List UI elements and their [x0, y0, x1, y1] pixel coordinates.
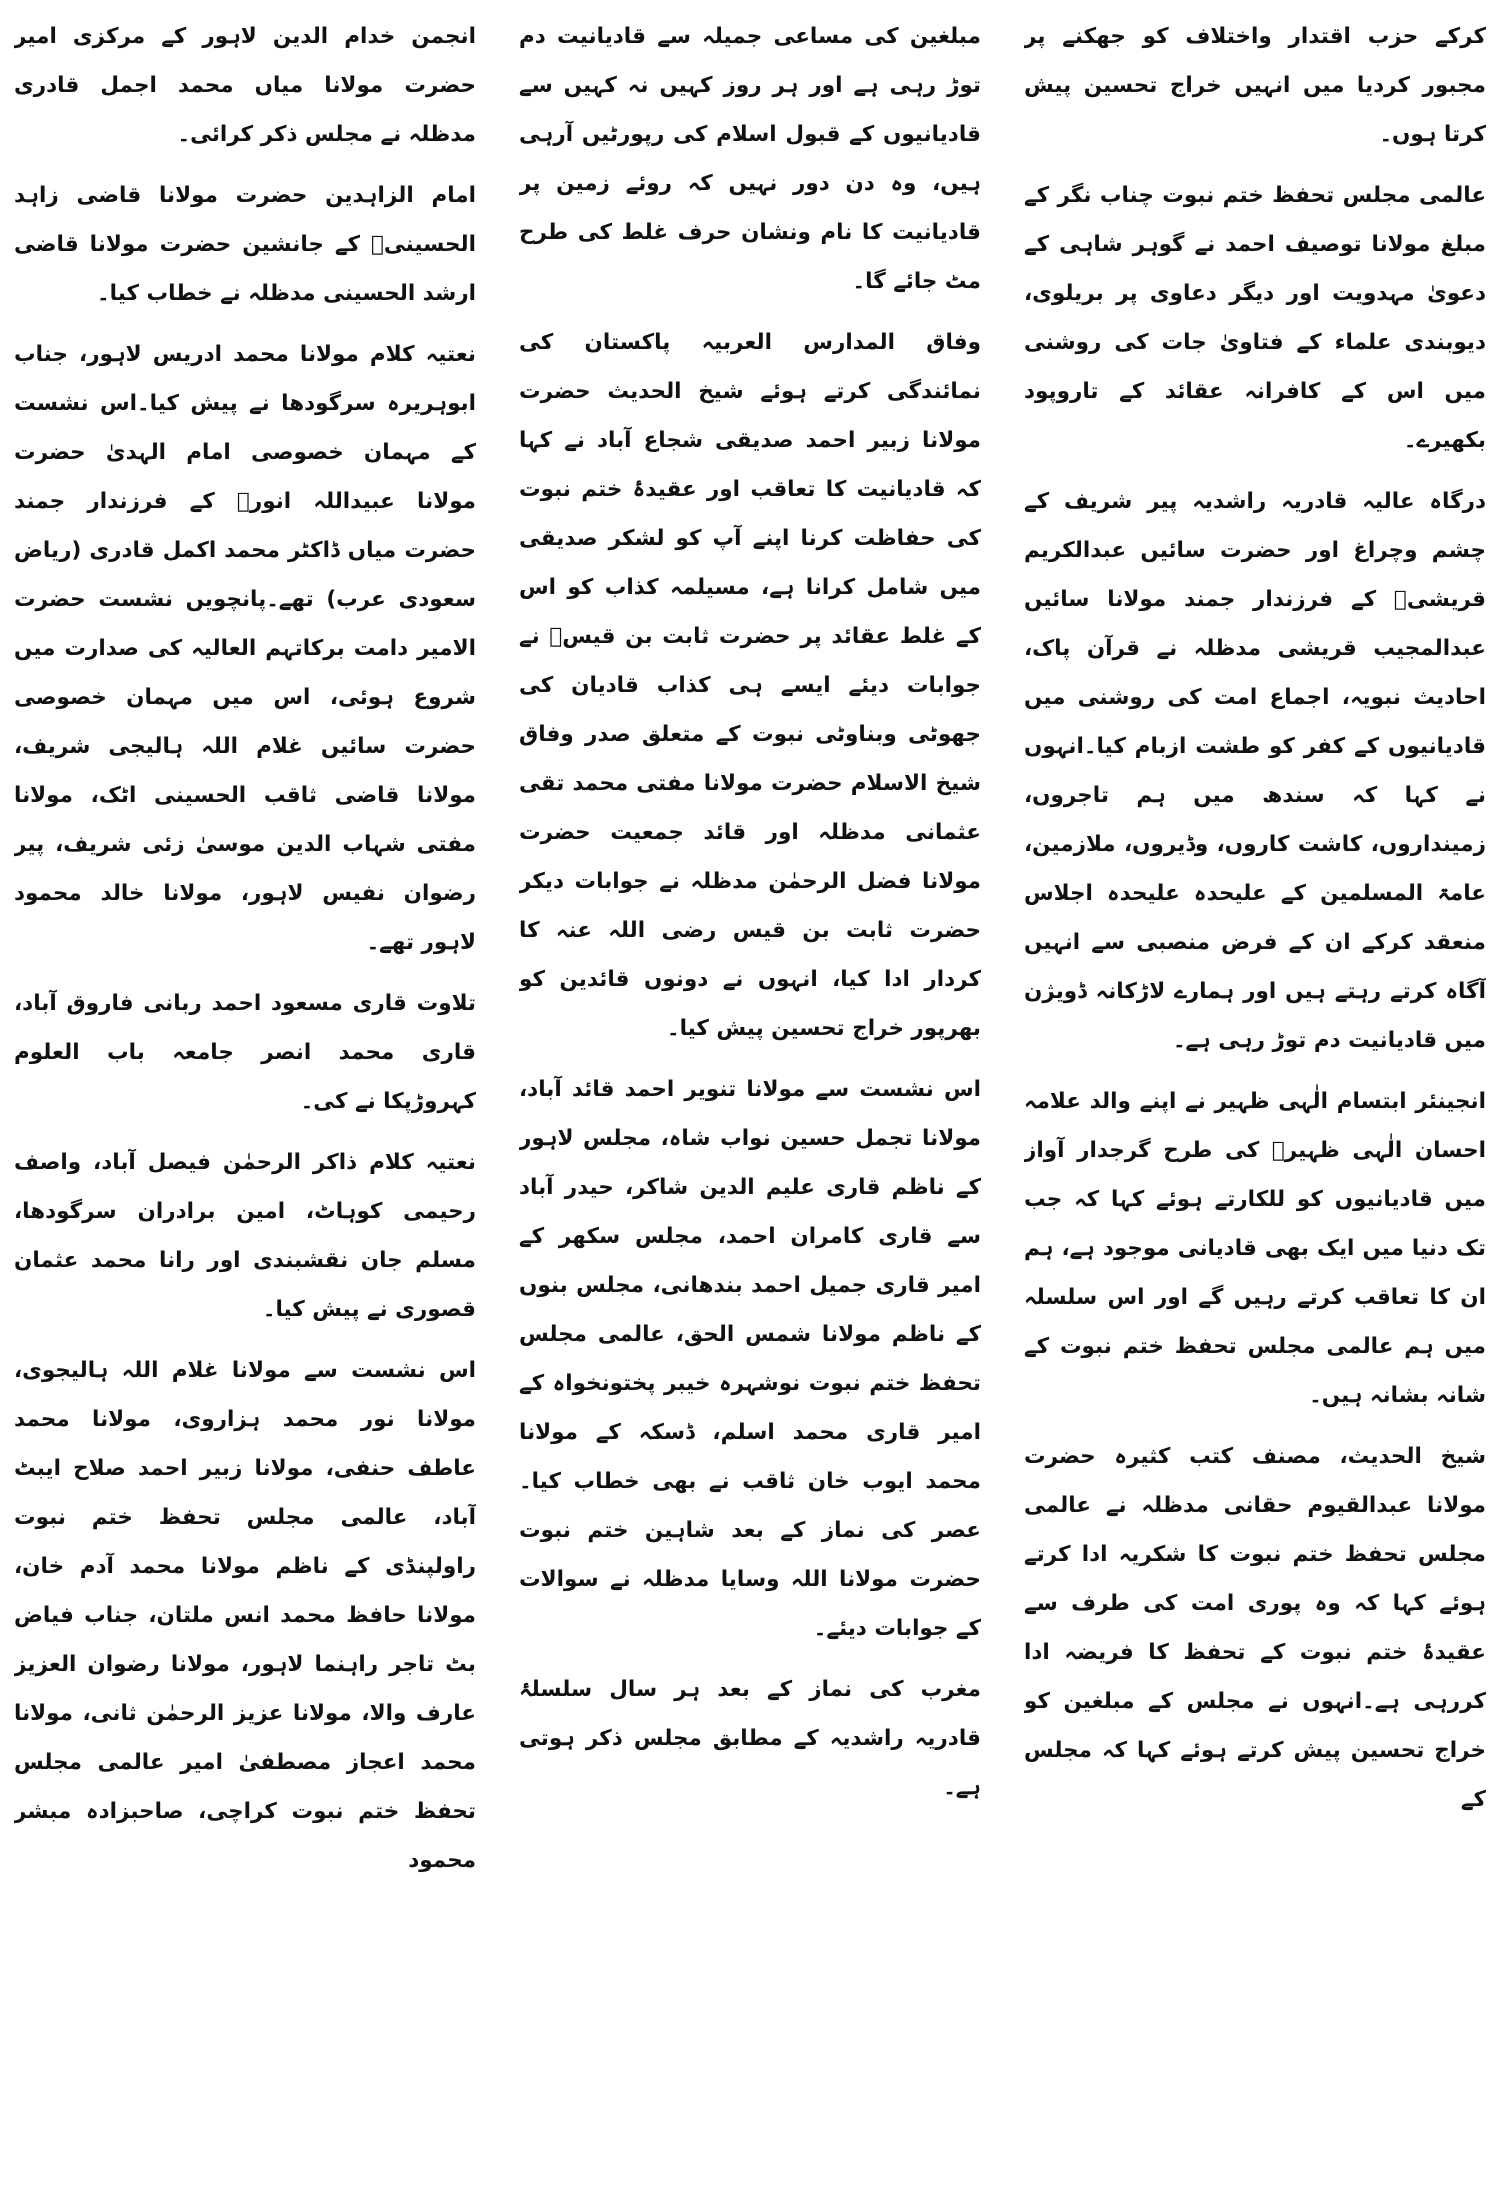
paragraph: شیخ الحدیث، مصنف کتب کثیرہ حضرت مولانا عبدالقیوم حقانی مدظلہ نے عالمی مجلس تحفظ ختم نبوت کا شکریہ ادا کرتے ہوئے کہا کہ وہ پوری امت کی طرف سے عقیدۂ ختم نبوت کے تحفظ کا فریضہ ادا کررہی ہے۔انہوں نے مجلس کے مبلغین کو خراج تحسین پیش کرتے ہوئے کہا کہ مجلس کے	[1024, 1444, 1486, 1812]
paragraph: تلاوت قاری مسعود احمد ربانی فاروق آباد، قاری محمد انصر جامعہ باب العلوم کہروڑپکا نے کی۔	[14, 991, 476, 1114]
paragraph: درگاہ عالیہ قادریہ راشدیہ پیر شریف کے چشم وچراغ اور حضرت سائیں عبدالکریم قریشیؒ کے فرزندار جمند مولانا سائیں عبدالمجیب قریشی مدظلہ نے قرآن پاک، احادیث نبویہ، اجماع امت کی روشنی میں قادیانیوں کے کفر کو طشت ازبام کیا۔انہوں نے کہا کہ سندھ میں ہم تاجروں، زمینداروں، کاشت کاروں، وڈیروں، ملازمین، عامۃ المسلمین کے علیحدہ علیحدہ اجلاس منعقد کرکے ان کے فرض منصبی سے انہیں آگاہ کرتے رہتے ہیں اور ہمارے لاڑکانہ ڈویژن میں قادیانیت دم توڑ رہی ہے۔	[1024, 489, 1486, 1053]
column-middle	[519, 12, 981, 2188]
paragraph: مغرب کی نماز کے بعد ہر سال سلسلۂ قادریہ راشدیہ کے مطابق مجلس ذکر ہوتی ہے۔	[519, 1677, 981, 1800]
paragraph: نعتیہ کلام ذاکر الرحمٰن فیصل آباد، واصف رحیمی کوہاٹ، امین برادران سرگودھا، مسلم جان نقشبندی اور رانا محمد عثمان قصوری نے پیش کیا۔	[14, 1150, 476, 1322]
column-left	[14, 12, 476, 2188]
paragraph: انجمن خدام الدین لاہور کے مرکزی امیر حضرت مولانا میاں محمد اجمل قادری مدظلہ نے مجلس ذکر کرائی۔	[14, 24, 476, 147]
paragraph: عالمی مجلس تحفظ ختم نبوت چناب نگر کے مبلغ مولانا توصیف احمد نے گوہر شاہی کے دعویٰ مہدویت اور دیگر دعاوی پر بریلوی، دیوبندی علماء کے فتاویٰ جات کی روشنی میں اس کے کافرانہ عقائد کے تاروپود بکھیرے۔	[1024, 183, 1486, 453]
paragraph: اس نشست سے مولانا تنویر احمد قائد آباد، مولانا تجمل حسین نواب شاہ، مجلس لاہور کے ناظم قاری علیم الدین شاکر، حیدر آباد سے قاری کامران احمد، مجلس سکھر کے امیر قاری جمیل احمد بندھانی، مجلس بنوں کے ناظم مولانا شمس الحق، عالمی مجلس تحفظ ختم نبوت نوشہرہ خیبر پختونخواہ کے امیر قاری محمد اسلم، ڈسکہ کے مولانا محمد ایوب خان ثاقب نے بھی خطاب کیا۔عصر کی نماز کے بعد شاہین ختم نبوت حضرت مولانا اللہ وسایا مدظلہ نے سوالات کے جوابات دیئے۔	[519, 1077, 981, 1641]
paragraph: امام الزاہدین حضرت مولانا قاضی زاہد الحسینیؒ کے جانشین حضرت مولانا قاضی ارشد الحسینی مدظلہ نے خطاب کیا۔	[14, 183, 476, 306]
column-right	[1024, 12, 1486, 2188]
paragraph: نعتیہ کلام مولانا محمد ادریس لاہور، جناب ابوہریرہ سرگودھا نے پیش کیا۔اس نشست کے مہمان خصوصی امام الہدیٰ حضرت مولانا عبیداللہ انورؒ کے فرزندار جمند حضرت میاں ڈاکٹر محمد اکمل قادری (ریاض سعودی عرب) تھے۔پانچویں نشست حضرت الامیر دامت برکاتہم العالیہ کی صدارت میں شروع ہوئی، اس میں مہمان خصوصی حضرت سائیں غلام اللہ ہالیجی شریف، مولانا قاضی ثاقب الحسینی اٹک، مولانا مفتی شہاب الدین موسیٰ زئی شریف، پیر رضوان نفیس لاہور، مولانا خالد محمود لاہور تھے۔	[14, 342, 476, 955]
paragraph: اس نشست سے مولانا غلام اللہ ہالیجوی، مولانا نور محمد ہزاروی، مولانا محمد عاطف حنفی، مولانا زبیر احمد صلاح ایبٹ آباد، عالمی مجلس تحفظ ختم نبوت راولپنڈی کے ناظم مولانا محمد آدم خان، مولانا حافظ محمد انس ملتان، جناب فیاض بٹ تاجر راہنما لاہور، مولانا رضوان العزیز عارف والا، مولانا عزیز الرحمٰن ثانی، مولانا محمد اعجاز مصطفیٰ امیر عالمی مجلس تحفظ ختم نبوت کراچی، صاحبزادہ مبشر محمود	[14, 1358, 476, 1873]
paragraph: وفاق المدارس العربیہ پاکستان کی نمائندگی کرتے ہوئے شیخ الحدیث حضرت مولانا زبیر احمد صدیقی شجاع آباد نے کہا کہ قادیانیت کا تعاقب اور عقیدۂ ختم نبوت کی حفاظت کرنا اپنے آپ کو لشکر صدیقی میں شامل کرانا ہے، مسیلمہ کذاب کو اس کے غلط عقائد پر حضرت ثابت بن قیسؓ نے جوابات دیئے ایسے ہی کذاب قادیان کی جھوٹی وبناوٹی نبوت کے متعلق صدر وفاق شیخ الاسلام حضرت مولانا مفتی محمد تقی عثمانی مدظلہ اور قائد جمعیت حضرت مولانا فضل الرحمٰن مدظلہ نے جوابات دیکر حضرت ثابت بن قیس رضی اللہ عنہ کا کردار ادا کیا، انہوں نے دونوں قائدین کو بھرپور خراج تحسین پیش کیا۔	[519, 330, 981, 1041]
paragraph: مبلغین کی مساعی جمیلہ سے قادیانیت دم توڑ رہی ہے اور ہر روز کہیں نہ کہیں سے قادیانیوں کے قبول اسلام کی رپورٹیں آرہی ہیں، وہ دن دور نہیں کہ روئے زمین پر قادیانیت کا نام ونشان حرف غلط کی طرح مٹ جائے گا۔	[519, 24, 981, 294]
paragraph: انجینئر ابتسام الٰہی ظہیر نے اپنے والد علامہ احسان الٰہی ظہیرؒ کی طرح گرجدار آواز میں قادیانیوں کو للکارتے ہوئے کہا کہ جب تک دنیا میں ایک بھی قادیانی موجود ہے، ہم ان کا تعاقب کرتے رہیں گے اور اس سلسلہ میں ہم عالمی مجلس تحفظ ختم نبوت کے شانہ بشانہ ہیں۔	[1024, 1089, 1486, 1408]
paragraph: کرکے حزب اقتدار واختلاف کو جھکنے پر مجبور کردیا میں انہیں خراج تحسین پیش کرتا ہوں۔	[1024, 24, 1486, 147]
